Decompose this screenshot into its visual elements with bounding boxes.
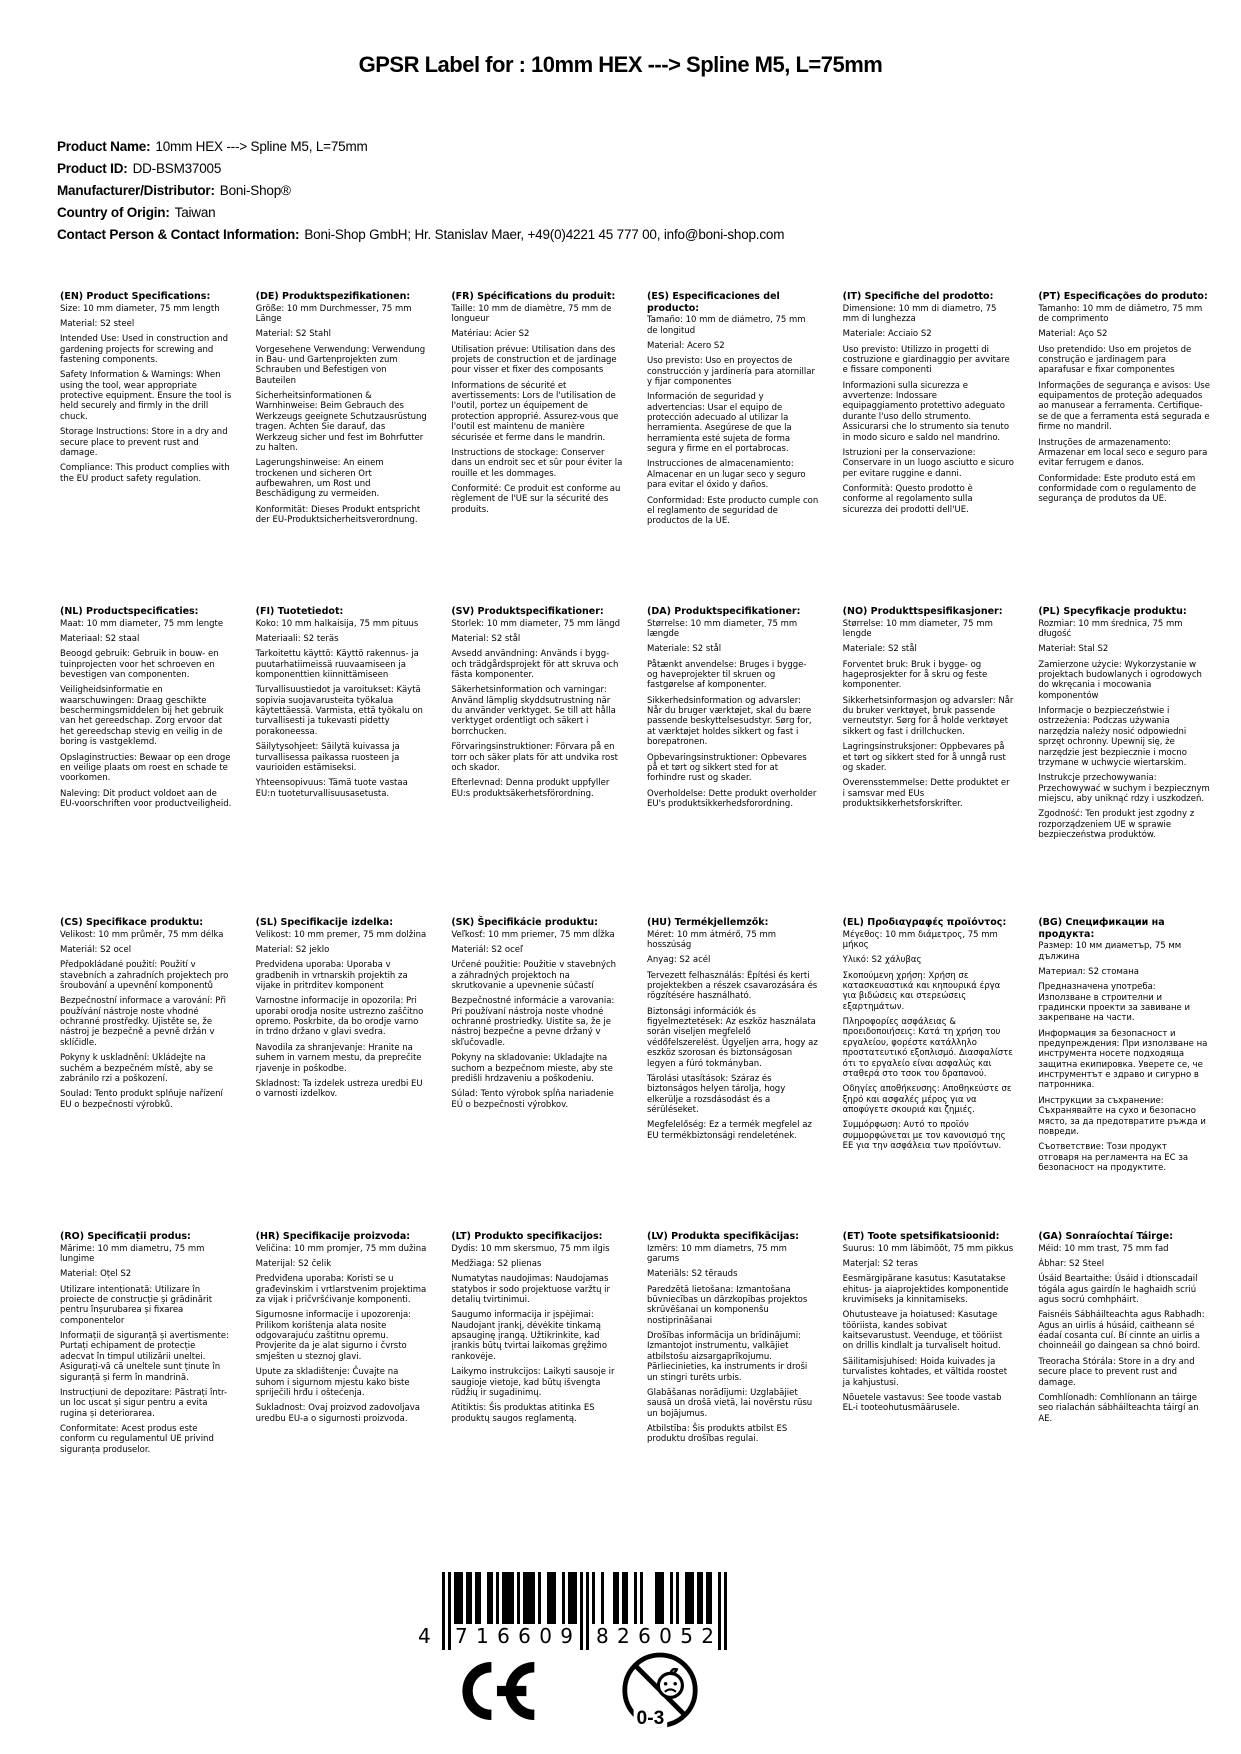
language-block-paragraph: Maat: 10 mm diameter, 75 mm lengte [60,618,224,629]
language-block-paragraph: Conformidade: Este produto está em conformidade com o regulamento de segurança de produtos da UE. [1038,473,1197,505]
language-block-paragraph: Saugumo informacija ir įspėjimai: Naudojant įrankį, dėvėkite tinkamą apsauginę įrangą. Užtikrinkite, kad įrankis būtų tvirtai laikomas gręžimo rankovėje. [451,1310,608,1362]
language-block-paragraph: Materiál: S2 oceľ [451,944,524,955]
language-block-heading: (DE) Produktspezifikationen: [255,291,411,302]
barcode-digit: 2 [617,1624,630,1648]
language-block-paragraph: Laikymo instrukcijos: Laikyti sausoje ir saugioje vietoje, kad būtų išvengta rūdžių ir sugadinimų. [451,1367,615,1398]
language-block-paragraph: Skladnost: Ta izdelek ustreza uredbi EU o varnosti izdelkov. [255,1078,423,1100]
language-block-paragraph: Izmērs: 10 mm diametrs, 75 mm garums [647,1243,787,1264]
language-block-paragraph: Numatytas naudojimas: Naudojamas statybos ir sodo projektuose varžtų ir detalių tvirtinimui. [451,1274,611,1306]
language-block-paragraph: Velikost: 10 mm průměr, 75 mm délka [60,929,224,940]
language-block-paragraph: Safety Information & Warnings: When using the tool, wear appropriate protective equipment. Ensure the tool is held securely and firmly in the drill chuck. [60,370,232,422]
product-info-value: DD-BSM37005 [132,161,222,176]
barcode-digit: 9 [560,1624,573,1648]
language-block-fi [256,606,428,917]
language-block-paragraph: Størrelse: 10 mm diameter, 75 mm lengde [842,618,993,639]
language-block-paragraph: Instrucțiuni de depozitare: Păstrați într-un loc uscat și sigur pentru a evita rugina și deteriorarea. [60,1387,228,1419]
language-block-paragraph: Předpokládané použití: Použití v stavebních a zahradních projektech pro šroubování a upevnění komponentů [60,960,229,992]
product-info-value: 10mm HEX ---> Spline M5, L=75mm [155,139,368,154]
language-block-paragraph: Varnostne informacije in opozorila: Pri uporabi orodja nosite ustrezno zaščitno opremo. Poskrbite, da bo orodje varno in trdno držano v glavi svedra. [255,996,424,1038]
language-block-paragraph: Material: Acero S2 [647,340,725,351]
language-block-paragraph: Tamaño: 10 mm de diámetro, 75 mm de longitud [647,315,806,336]
language-block-heading: (SL) Specifikacije izdelka: [255,917,393,928]
language-block-paragraph: Säkerhetsinformation och varningar: Använd lämplig skyddsutrustning när du använder verktyget. Se till att hålla verktyget ordentligt och säkert i borrchucken. [451,685,616,737]
language-block-paragraph: Sikkerhedsinformation og advarsler: Når du bruger værktøjet, skal du bære passende beskyttelsesudstyr. Sørg for, at værktøjet holdes sikkert og fast i borepatronen. [647,695,812,748]
language-grid [60,291,1210,1460]
language-block-paragraph: Matériau: Acier S2 [451,329,530,340]
language-block-heading: (PL) Specyfikacje produktu: [1038,606,1187,617]
language-block-paragraph: Información de seguridad y advertencias: Usar el equipo de protección adecuado al utilizar la herramienta. Asegúrese de que la herramienta esté sujeta de forma segura y firme en el portabrocas. [647,392,792,455]
language-block-paragraph: Tervezett felhasználás: Építési és kerti projektekben a részek csavarozására és rögzítésére használható. [647,970,818,1002]
barcode-bar [724,1572,727,1650]
language-block-paragraph: Bezpečnostní informace a varování: Při používání nástroje noste vhodné ochranné prostředky. Ujistěte se, že nástroj je bezpečně a pevně držán v sklíčidle. [60,996,227,1048]
language-block-paragraph: Οδηγίες αποθήκευσης: Αποθηκεύστε σε ξηρό και ασφαλές μέρος για να αποφύγετε σκουριά και ζημιές. [842,1084,1012,1115]
language-block-paragraph: Materiaali: S2 teräs [255,633,339,644]
product-info-value: Boni-Shop GmbH; Hr. Stanislav Maer, +49(0)4221 45 777 00, info@boni-shop.com [304,227,785,242]
barcode-digit: 6 [497,1624,510,1648]
language-block-paragraph: Предназначена употреба: Използване в строителни и градински проекти за завиване и закрепване на части. [1038,982,1191,1024]
language-block-heading: (FI) Tuotetiedot: [255,606,344,617]
language-block-paragraph: Suurus: 10 mm läbimõõt, 75 mm pikkus [842,1243,1014,1254]
language-block-paragraph: Predvidena uporaba: Uporaba v gradbenih in vrtnarskih projektih za vijake in pritrditev komponent [255,960,408,992]
product-info-label: Product ID: [57,161,128,176]
language-block-paragraph: Medžiaga: S2 plienas [451,1258,542,1269]
language-block-heading: (HR) Specifikacije proizvoda: [255,1231,411,1242]
language-block-heading: (PT) Especificações do produto: [1038,291,1208,302]
language-block-paragraph: Predviđena uporaba: Koristi se u građevinskim i vrtlarstvenim projektima za vijak i pričvršćivanje komponenti. [255,1274,427,1306]
language-block-paragraph: Informații de siguranță și avertismente: Purtați echipament de protecție adecvat în timpul utilizării uneltei. Asigurați-vă că uneltele sunt ținute în siguranță și ferm în mandrină. [60,1331,229,1383]
language-block-heading: (ET) Toote spetsifikatsioonid: [842,1231,1000,1242]
language-block-paragraph: Dydis: 10 mm skersmuo, 75 mm ilgis [451,1243,610,1254]
language-block-paragraph: Conformitate: Acest produs este conform cu regulamentul UE privind siguranța produselor. [60,1423,214,1455]
language-block-paragraph: Storlek: 10 mm diameter, 75 mm längd [451,618,621,629]
product-info-row [57,158,784,180]
language-block-paragraph: Συμμόρφωση: Αυτό το προϊόν συμμορφώνεται με τον κανονισμό της ΕΕ για την ασφάλεια των προϊόντων. [842,1120,1006,1152]
language-block-cs [60,917,232,1231]
language-block-en [60,291,232,606]
language-block-paragraph: Dimensione: 10 mm di diametro, 75 mm di lunghezza [842,303,997,324]
language-block-paragraph: Biztonsági információk és figyelmeztetések: Az eszköz használata során viseljen megfelelő védőfelszerelést. Ügyeljen arra, hogy az eszköz szorosan és biztonságosan legyen a fúró tokmányban. [647,1006,818,1069]
language-block-paragraph: Материал: S2 стомана [1038,966,1139,977]
language-block-paragraph: Sicherheitsinformationen & Warnhinweise: Beim Gebrauch des Werkzeugs geeignete Schutzausrüstung tragen. Achten Sie darauf, das Werkzeug sicher und fest im Bohrfutter zu halten. [255,391,427,453]
language-block-paragraph: Vorgesehene Verwendung: Verwendung in Bau- und Gartenprojekten zum Schrauben und Befestigen von Bauteilen [255,344,426,386]
product-info-row [57,180,784,202]
ce-mark-icon [450,1660,536,1727]
language-block-it [843,291,1015,606]
language-block-paragraph: Информация за безопасност и предупреждения: При използване на инструмента носете подходяща защитна екипировка. Уверете се, че инструментът е здраво и сигурно в патронника. [1038,1028,1208,1091]
language-block-paragraph: Μέγεθος: 10 mm διάμετρος, 75 mm μήκος [842,929,998,950]
language-block-paragraph: Faisnéis Sábháilteachta agus Rabhadh: Agus an uirlis á húsáid, caitheann sé éadaí cosanta cuí. Bí cinnte an uirlis a choinneáil go daingean sa chnó boird. [1038,1310,1205,1352]
language-block-paragraph: Soulad: Tento produkt splňuje nařízení EU o bezpečnosti výrobků. [60,1089,223,1110]
language-block-paragraph: Koko: 10 mm halkaisija, 75 mm pituus [255,618,419,629]
language-block-paragraph: Size: 10 mm diameter, 75 mm length [60,303,220,314]
language-block-paragraph: Avsedd användning: Används i bygg- och trädgårdsprojekt för att skruva och fästa komponenter. [451,649,619,681]
language-block-paragraph: Méid: 10 mm trast, 75 mm fad [1038,1243,1169,1254]
language-block-heading: (NL) Productspecificaties: [60,606,199,617]
language-block-paragraph: Uso pretendido: Uso em projetos de construção e jardinagem para aparafusar e fixar componentes [1038,344,1192,376]
language-block-paragraph: Größe: 10 mm Durchmesser, 75 mm Länge [255,303,412,324]
language-block-paragraph: Turvallisuustiedot ja varoitukset: Käytä sopivia suojavarusteita työkalua käytettäessä. Varmista, että työkalu on turvallisesti ja tukevasti pidetty porakoneessa. [255,685,423,737]
language-block-paragraph: Lagerungshinweise: An einem trockenen und sicheren Ort aufbewahren, um Rost und Beschädigung zu vermeiden. [255,458,384,500]
language-block-paragraph: Glabāšanas norādījumi: Uzglabājiet sausā un drošā vietā, lai novērstu rūsu un bojājumus. [647,1387,813,1419]
language-block-et [843,1231,1015,1460]
barcode-bars [418,1572,727,1650]
language-block-ga [1038,1231,1210,1460]
language-block-paragraph: Tárolási utasítások: Száraz és biztonságos helyen tárolja, hogy elkerülje a rozsdásodást és a sérüléseket. [647,1073,786,1115]
language-block-paragraph: Efterlevnad: Denna produkt uppfyller EU:s produktsäkerhetsförordning. [451,778,610,799]
language-block-paragraph: Informacje o bezpieczeństwie i ostrzeżenia: Podczas używania narzędzia należy nosić odpowiedni sprzęt ochronny. Upewnij się, że narzędzie jest bezpiecznie i mocno trzymane w uchwycie wiertarskim. [1038,706,1188,768]
language-block-paragraph: Veľkosť: 10 mm priemer, 75 mm dĺžka [451,929,615,940]
product-info-label: Product Name: [57,139,151,154]
language-block-paragraph: Materiál: S2 ocel [60,944,132,955]
barcode-digit: 8 [596,1624,609,1648]
language-block-paragraph: Bezpečnostné informácie a varovania: Pri používaní nástroja noste vhodné ochranné prostriedky. Uistite sa, že je nástroj bezpečne a pevne držaný v skľučovadle. [451,996,615,1048]
language-block-heading: (RO) Specificații produs: [60,1231,191,1242]
language-block-paragraph: Paredzētā lietošana: Izmantošana būvniecības un dārzkopības projektos skrūvēšanai un komponenšu nostiprināšanai [647,1284,808,1326]
language-block-paragraph: Säilytysohjeet: Säilytä kuivassa ja turvallisessa paikassa ruosteen ja vaurioiden estämiseksi. [255,742,400,773]
language-block-paragraph: Съответствие: Този продукт отговаря на регламента на ЕС за безопасност на продуктите. [1038,1142,1189,1173]
language-block-lt [451,1231,623,1460]
language-block-de [256,291,428,606]
language-block-sl [256,917,428,1231]
language-block-heading: (ES) Especificaciones del producto: [647,291,780,314]
language-block-paragraph: Taille: 10 mm de diamètre, 75 mm de longueur [451,303,612,324]
language-block-paragraph: Overensstemmelse: Dette produktet er i samsvar med EUs produktsikkerhetsforskrifter. [842,778,1010,809]
language-block-paragraph: Lagringsinstruksjoner: Oppbevares på et tørt og sikkert sted for å unngå rust og skader. [842,742,1006,773]
language-block-pt [1038,291,1210,606]
language-block-paragraph: Megfelelőség: Ez a termék megfelel az EU termékbiztonsági rendeletének. [647,1120,812,1141]
language-block-da [647,606,819,917]
product-info-value: Boni-Shop® [219,183,291,198]
language-block-paragraph: Naleving: Dit product voldoet aan de EU-voorschriften voor productveiligheid. [60,788,232,809]
language-block-paragraph: Størrelse: 10 mm diameter, 75 mm længde [647,618,798,639]
language-block-heading: (BG) Спецификации на продукта: [1038,917,1165,940]
product-info-row [57,136,784,158]
language-block-paragraph: Opslaginstructies: Bewaar op een droge en veilige plaats om roest en schade te voorkomen. [60,752,231,784]
language-block-paragraph: Atbilstība: Šis produkts atbilst ES produktu drošības regulai. [647,1423,788,1445]
language-block-paragraph: Upute za skladištenje: Čuvajte na suhom i sigurnom mjestu kako biste spriječili hrđu i oštećenja. [255,1367,410,1398]
language-block-paragraph: Materiale: S2 stål [842,644,917,655]
language-block-heading: (DA) Produktspecifikationer: [647,606,801,617]
language-block-paragraph: Material: S2 jeklo [255,944,330,955]
language-block-paragraph: Πληροφορίες ασφάλειας & προειδοποιήσεις: Κατά τη χρήση του εργαλείου, φορέστε κατάλληλο προστατευτικό εξοπλισμό. Διασφαλίστε ότι το εργαλείο είναι ασφαλώς και σταθερά στο τσοκ του δραπανού. [842,1017,1013,1079]
language-block-paragraph: Drošības informācija un brīdinājumi: Izmantojot instrumentu, valkājiet atbilstošu aizsargaprīkojumu. Pārliecinieties, ka instruments ir droši un stingri turēts urbis. [647,1331,808,1383]
language-block-el [843,917,1015,1231]
barcode-digits-right [592,1624,718,1650]
language-block-paragraph: Materiał: Stal S2 [1038,644,1109,655]
language-block-paragraph: Conformidad: Este producto cumple con el reglamento de seguridad de productos de la UE. [647,495,819,527]
language-block-paragraph: Materiale: Acciaio S2 [842,329,932,340]
language-block-paragraph: Opbevaringsinstruktioner: Opbevares på et tørt og sikkert sted for at forhindre rust og skader. [647,752,807,784]
language-block-paragraph: Informazioni sulla sicurezza e avvertenze: Indossare equipaggiamento protettivo adeguato durante l'uso dello strumento. Assicurarsi che lo strumento sia tenuto in modo sicuro e saldo nel mandrino. [842,380,1010,443]
language-block-paragraph: Materiaal: S2 staal [60,633,140,644]
language-block-ro [60,1231,232,1460]
language-block-paragraph: Konformität: Dieses Produkt entspricht der EU-Produktsicherheitsverordnung. [255,504,421,526]
barcode-digit: 7 [455,1624,468,1648]
language-block-paragraph: Material: S2 Stahl [255,329,331,340]
language-block-paragraph: Pokyny k uskladnění: Ukládejte na suchém a bezpečném místě, aby se zabránilo rzi a poškození. [60,1053,214,1084]
barcode-digit: 6 [518,1624,531,1648]
barcode-digit: 0 [539,1624,552,1648]
language-block-paragraph: Anyag: S2 acél [647,955,711,966]
language-block-fr [451,291,623,606]
language-block-paragraph: Förvaringsinstruktioner: Förvara på en torr och säker plats för att undvika rost och skador. [451,742,618,773]
language-block-heading: (LV) Produkta specifikācijas: [647,1231,799,1242]
age-warning-icon [620,1650,700,1737]
language-block-paragraph: Overholdelse: Dette produkt overholder EU's produktsikkerhedsforordning. [647,788,817,809]
language-block-paragraph: Materiale: S2 stål [647,644,722,655]
language-block-paragraph: Uso previsto: Uso en proyectos de construcción y jardinería para atornillar y fijar componentes [647,356,815,387]
language-block-paragraph: Materiāls: S2 tērauds [647,1269,738,1280]
product-info-label: Manufacturer/Distributor: [57,183,215,198]
language-block-paragraph: Určené použitie: Použitie v stavebných a záhradných projektoch na skrutkovanie a upevnenie súčastí [451,960,617,992]
barcode-digit: 2 [701,1624,714,1648]
product-info-row [57,224,784,246]
language-block-paragraph: Utilisation prévue: Utilisation dans des projets de construction et de jardinage pour visser et fixer des composants [451,344,617,376]
product-info-value: Taiwan [174,205,216,220]
language-block-paragraph: Инструкции за съхранение: Съхранявайте на сухо и безопасно място, за да предотвратите ръжда и повреди. [1038,1095,1206,1137]
language-block-heading: (IT) Specifiche del prodotto: [842,291,994,302]
language-block-paragraph: Navodila za shranjevanje: Hranite na suhem in varnem mestu, da preprečite rjavenje in poškodbe. [255,1042,422,1074]
barcode-digit: 5 [680,1624,693,1648]
language-block-heading: (GA) Sonraíochtaí Táirge: [1038,1231,1174,1242]
language-block-paragraph: Påtænkt anvendelse: Bruges i bygge- og haveprojekter til skruen og fastgørelse af komponenter. [647,659,807,691]
language-block-paragraph: Materijal: S2 čelik [255,1258,332,1269]
language-block-paragraph: Instruções de armazenamento: Armazenar em local seco e seguro para evitar ferrugem e danos. [1038,437,1208,469]
language-block-hr [256,1231,428,1460]
language-block-heading: (FR) Spécifications du produit: [451,291,616,302]
language-block-bg [1038,917,1210,1231]
language-block-heading: (EN) Product Specifications: [60,291,211,302]
language-block-paragraph: Σκοπούμενη χρήση: Χρήση σε κατασκευαστικά και κηπουρικά έργα για βιδώσεις και στερεώσεις εξαρτημάτων. [842,970,1001,1012]
barcode-digits-left [451,1624,577,1650]
language-block-paragraph: Conformità: Questo prodotto è conforme al regolamento sulla sicurezza dei prodotti dell'UE. [842,483,973,515]
language-block-heading: (LT) Produkto specifikacijos: [451,1231,603,1242]
language-block-paragraph: Atitiktis: Šis produktas atitinka ES produktų saugos reglamentą. [451,1403,595,1424]
language-block-paragraph: Material: S2 steel [60,318,135,329]
language-block-hu [647,917,819,1231]
barcode-digit: 0 [659,1624,672,1648]
language-block-paragraph: Zgodność: Ten produkt jest zgodny z rozporządzeniem UE w sprawie bezpieczeństwa produktów. [1038,809,1195,841]
product-info [57,136,784,246]
language-block-paragraph: Yhteensopivuus: Tämä tuote vastaa EU:n tuoteturvallisuusasetusta. [255,778,408,799]
language-block-paragraph: Material: Aço S2 [1038,329,1108,340]
language-block-paragraph: Comhlíonadh: Comhlíonann an táirge seo rialachán sábháilteachta táirgí an AE. [1038,1392,1199,1424]
language-block-paragraph: Veiligheidsinformatie en waarschuwingen: Draag geschikte beschermingsmiddelen bij het gebruik van het gereedschap. Zorg ervoor dat het gereedschap stevig en veilig in de boring is vastgeklemd. [60,685,224,748]
language-block-paragraph: Ábhar: S2 Steel [1038,1258,1105,1269]
language-block-paragraph: Sigurnosne informacije i upozorenja: Prilikom korištenja alata nosite odgovarajuću zaštitnu opremu. Provjerite da je alat sigurno i čvrsto smješten u steznoj glavi. [255,1310,412,1362]
language-block-heading: (SV) Produktspecifikationer: [451,606,604,617]
language-block-paragraph: Säilitamisjuhised: Hoida kuivades ja turvalistes kohtades, et vältida roostet ja kahjustusi. [842,1356,1008,1388]
language-block-paragraph: Tamanho: 10 mm de diâmetro, 75 mm de comprimento [1038,303,1203,324]
language-block-sv [451,606,623,917]
language-block-heading: (SK) Špecifikácie produktu: [451,917,598,928]
language-block-paragraph: Storage Instructions: Store in a dry and secure place to prevent rust and damage. [60,427,228,458]
language-block-paragraph: Úsáid Beartaithe: Úsáid i dtionscadail tógála agus gairdín le haghaidh scriú agus socrú comhpháirt. [1038,1274,1198,1306]
language-block-es [647,291,819,606]
language-block-no [843,606,1015,917]
language-block-paragraph: Tarkoitettu käyttö: Käyttö rakennus- ja puutarhatiimeissä ruuvaamiseen ja komponenttien kiinnittämiseen [255,649,419,681]
age-warning-label: 0-3 [636,1707,665,1729]
language-block-heading: (NO) Produkttspesifikasjoner: [842,606,1003,617]
language-block-paragraph: Ohutusteave ja hoiatused: Kasutage tööriista, kandes sobivat kaitsevarustust. Veenduge, et tööriist on drillis kindlalt ja turvaliselt hoitud. [842,1310,1003,1352]
language-block-paragraph: Materjal: S2 teras [842,1258,918,1269]
page-title: GPSR Label for : 10mm HEX ---> Spline M5, L=75mm [358,52,883,77]
language-block-paragraph: Compliance: This product complies with the EU product safety regulation. [60,463,230,484]
language-block-heading: (EL) Προδιαγραφές προϊόντος: [842,917,1007,928]
language-block-heading: (HU) Termékjellemzők: [647,917,769,928]
product-info-row [57,202,784,224]
language-block-paragraph: Rozmiar: 10 mm średnica, 75 mm długość [1038,618,1183,639]
language-block-paragraph: Zamierzone użycie: Wykorzystanie w projektach budowlanych i ogrodowych do wkręcania i mocowania komponentów [1038,659,1202,701]
language-block-paragraph: Beoogd gebruik: Gebruik in bouw- en tuinprojecten voor het schroeven en bevestigen van componenten. [60,649,219,681]
language-block-paragraph: Istruzioni per la conservazione: Conservare in un luogo asciutto e sicuro per evitare ruggine e danni. [842,447,1014,479]
language-block-paragraph: Instructions de stockage: Conserver dans un endroit sec et sûr pour éviter la rouille et les dommages. [451,447,623,479]
language-block-paragraph: Sukladnost: Ovaj proizvod zadovoljava uredbu EU-a o sigurnosti proizvoda. [255,1403,420,1424]
barcode-digit: 6 [638,1624,651,1648]
product-info-label: Country of Origin: [57,205,170,220]
language-block-paragraph: Méret: 10 mm átmérő, 75 mm hosszúság [647,929,777,950]
language-block-paragraph: Intended Use: Used in construction and gardening projects for screwing and fastening components. [60,334,228,366]
language-block-nl [60,606,232,917]
language-block-paragraph: Υλικό: S2 χάλυβας [842,955,922,966]
language-block-paragraph: Sikkerhetsinformasjon og advarsler: Når du bruker verktøyet, bruk passende verneutstyr. Sørg for å holde verktøyet sikkert og fast i drillchucken. [842,695,1014,737]
language-block-paragraph: Eesmärgipärane kasutus: Kasutatakse ehitus- ja aiaprojektides komponentide kruvimiseks ja kinnitamiseks. [842,1274,1009,1306]
language-block-paragraph: Pokyny na skladovanie: Ukladajte na suchom a bezpečnom mieste, aby ste predišli hrdzaveniu a poškodeniu. [451,1053,613,1084]
language-block-paragraph: Utilizare intenționată: Utilizare în proiecte de construcție și grădinărit pentru înșurubarea și fixarea componentelor [60,1284,213,1326]
language-block-paragraph: Veličina: 10 mm promjer, 75 mm dužina [255,1243,427,1254]
language-block-lv [647,1231,819,1460]
language-block-pl [1038,606,1210,917]
language-block-paragraph: Súlad: Tento výrobok spĺňa nariadenie EÚ o bezpečnosti výrobkov. [451,1089,614,1110]
language-block-paragraph: Treoracha Stórála: Store in a dry and secure place to prevent rust and damage. [1038,1356,1195,1388]
barcode-digit: 1 [476,1624,489,1648]
barcode [418,1572,727,1650]
language-block-paragraph: Informations de sécurité et avertissements: Lors de l'utilisation de l'outil, portez un équipement de protection approprié. Assurez-vous que l'outil est maintenu de manière sécurisée et ferme dans le mandrin. [451,380,619,443]
barcode-lead-digit: 4 [418,1624,431,1648]
product-info-label: Contact Person & Contact Information: [57,227,300,242]
language-block-paragraph: Conformité: Ce produit est conforme au règlement de l'UE sur la sécurité des produits. [451,483,621,515]
language-block-paragraph: Instrucciones de almacenamiento: Almacenar en un lugar seco y seguro para evitar el óxido y daños. [647,459,806,491]
language-block-paragraph: Material: S2 stål [451,633,521,644]
language-block-paragraph: Instrukcje przechowywania: Przechowywać w suchym i bezpiecznym miejscu, aby uniknąć rdzy i uszkodzeń. [1038,773,1210,804]
language-block-heading: (CS) Specifikace produktu: [60,917,204,928]
language-block-paragraph: Размер: 10 мм диаметър, 75 мм дължина [1038,941,1182,962]
language-block-paragraph: Velikost: 10 mm premer, 75 mm dolžina [255,929,427,940]
language-block-paragraph: Informações de segurança e avisos: Use equipamentos de proteção adequados ao manusear a ferramenta. Certifique-se de que a ferramenta está segurada e firme no mandril. [1038,380,1210,433]
language-block-paragraph: Mărime: 10 mm diametru, 75 mm lungime [60,1243,205,1264]
language-block-paragraph: Forventet bruk: Bruk i bygge- og hageprosjekter for å skru og feste komponenter. [842,659,988,691]
language-block-paragraph: Nõuetele vastavus: See toode vastab EL-i tooteohutusmäärusele. [842,1392,1002,1414]
language-block-sk [451,917,623,1231]
language-block-paragraph: Material: Oțel S2 [60,1269,132,1280]
language-block-paragraph: Uso previsto: Utilizzo in progetti di costruzione e giardinaggio per avvitare e fissare componenti [842,344,1010,376]
